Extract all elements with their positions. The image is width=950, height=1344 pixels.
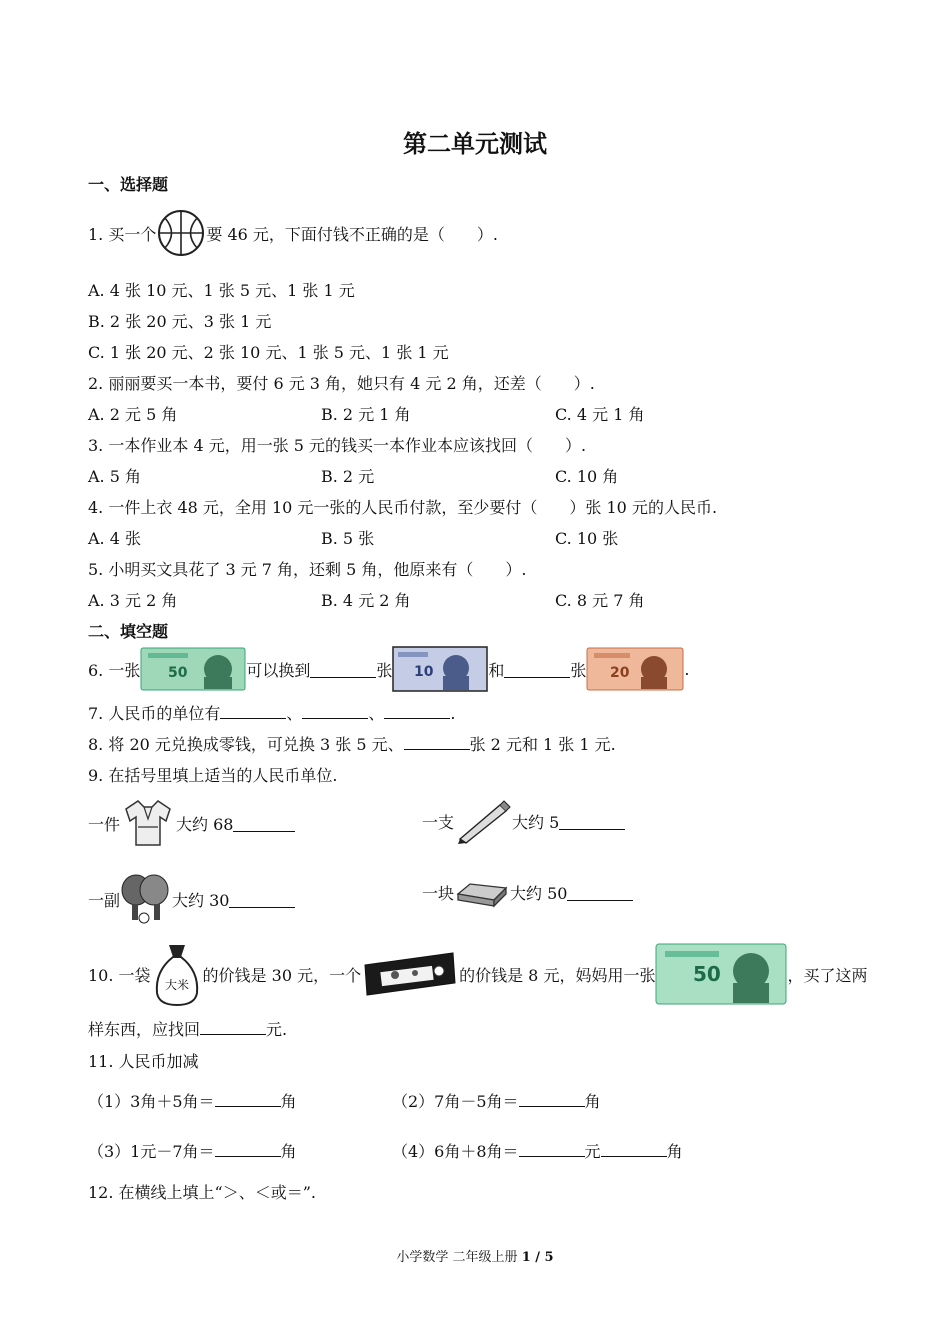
q2-option-a: A. 2 元 5 角 [88,405,178,424]
q11-item-4-post: 角 [666,1142,683,1161]
shirt-icon [120,797,176,849]
page-title: 第二单元测试 [403,130,547,158]
q9-item-4-post: 大约 50 [510,883,568,903]
banknote-20-icon [586,647,684,691]
q10-line2-suffix: 元. [266,1020,288,1039]
q9-blank-4[interactable] [567,884,633,901]
q10-blank[interactable] [200,1018,266,1035]
q9-blank-1[interactable] [233,815,295,832]
q4-option-b: B. 5 张 [321,529,375,548]
q1-suffix: 要 46 元，下面付钱不正确的是（ ）. [206,224,498,244]
question-1 [88,208,498,258]
q11-item-2-post: 角 [584,1092,601,1111]
eraser-icon [454,872,510,912]
question-7 [88,701,455,724]
q1-option-b: B. 2 张 20 元、3 张 1 元 [88,312,272,331]
q3-option-b: B. 2 元 [321,467,375,486]
q1-prefix: 1. 买一个 [88,224,157,244]
q10-text-2: 的价钱是 30 元，一个 [202,965,362,985]
q10-text-1: 10. 一袋 [88,965,151,985]
q6-text-4: 和 [488,660,505,680]
q4-option-c: C. 10 张 [555,529,619,548]
q9-item-paddles [88,872,295,926]
q11-item-4-pre: （4）6角＋8角＝ [392,1142,519,1161]
ping-pong-paddles-icon [120,872,172,926]
q11-item-3 [88,1139,297,1162]
question-5: 5. 小明买文具花了 3 元 7 角，还剩 5 角，他原来有（ ）. [88,560,527,579]
q7-end: . [450,704,456,723]
q11-blank-2[interactable] [519,1090,585,1107]
q11-blank-4b[interactable] [601,1140,667,1157]
q11-item-1 [88,1089,297,1112]
q11-item-4 [392,1139,683,1162]
q9-blank-3[interactable] [229,891,295,908]
q11-item-3-post: 角 [280,1142,297,1161]
q11-blank-1[interactable] [215,1090,281,1107]
q11-item-2-pre: （2）7角－5角＝ [392,1092,519,1111]
q7-blank-3[interactable] [384,702,450,719]
page-footer [0,1246,950,1265]
banknote-20-value: 20 [610,665,630,681]
q11-blank-4a[interactable] [519,1140,585,1157]
question-4: 4. 一件上衣 48 元，全用 10 元一张的人民币付款，至少要付（ ）张 10 元的人民币. [88,498,718,517]
q11-item-1-pre: （1）3角＋5角＝ [88,1092,215,1111]
q10-line2-prefix: 样东西，应找回 [88,1020,201,1039]
question-11: 11. 人民币加减 [88,1052,199,1071]
question-8 [88,732,616,755]
q11-item-3-pre: （3）1元－7角＝ [88,1142,215,1161]
q9-item-eraser [422,872,633,912]
q11-item-4-mid: 元 [584,1142,601,1161]
q11-blank-3[interactable] [215,1140,281,1157]
q5-option-b: B. 4 元 2 角 [321,591,411,610]
q7-blank-2[interactable] [302,702,368,719]
footer-text: 小学数学 二年级上册 [396,1250,522,1265]
q5-option-a: A. 3 元 2 角 [88,591,178,610]
q2-option-b: B. 2 元 1 角 [321,405,411,424]
q8-suffix: 张 2 元和 1 张 1 元. [469,735,616,754]
q9-item-2-pre: 一支 [422,812,455,832]
rice-bag-label: 大米 [164,978,189,992]
q7-sep-2: 、 [368,704,385,723]
q1-option-c: C. 1 张 20 元、2 张 10 元、1 张 5 元、1 张 1 元 [88,343,449,362]
q10-text-3: 的价钱是 8 元，妈妈用一张 [459,965,656,985]
question-2: 2. 丽丽要买一本书，要付 6 元 3 角，她只有 4 元 2 角，还差（ ）. [88,374,595,393]
q9-item-shirt [88,797,295,849]
q9-item-1-pre: 一件 [88,814,121,834]
q9-item-4-pre: 一块 [422,883,455,903]
q7-sep-1: 、 [286,704,303,723]
rice-bag-icon [151,941,203,1007]
q11-item-1-post: 角 [280,1092,297,1111]
section-choice: 一、选择题 [88,175,169,194]
q5-option-c: C. 8 元 7 角 [555,591,645,610]
q3-option-a: A. 5 角 [88,467,141,486]
q9-blank-2[interactable] [559,813,625,830]
banknote-50-large-icon [655,943,787,1005]
q1-option-a: A. 4 张 10 元、1 张 5 元、1 张 1 元 [88,281,355,300]
q8-blank[interactable] [404,733,470,750]
question-12: 12. 在横线上填上“＞、＜或＝”. [88,1183,316,1202]
banknote-50-large-value: 50 [693,962,722,986]
q2-option-c: C. 4 元 1 角 [555,405,645,424]
banknote-50-value: 50 [168,665,188,681]
question-9: 9. 在括号里填上适当的人民币单位. [88,766,338,785]
q7-text: 7. 人民币的单位有 [88,704,221,723]
question-3: 3. 一本作业本 4 元，用一张 5 元的钱买一本作业本应该找回（ ）. [88,436,587,455]
q9-item-3-post: 大约 30 [172,890,230,910]
q10-line-2 [88,1017,287,1040]
banknote-50-icon [140,647,246,691]
pencil-icon [454,797,512,845]
q6-text-6: . [684,659,690,679]
q9-item-1-post: 大约 68 [176,814,234,834]
q9-item-3-pre: 一副 [88,890,121,910]
q3-option-c: C. 10 角 [555,467,619,486]
basketball-icon [156,208,206,258]
q9-item-pencil [422,797,625,845]
q6-text-2: 可以换到 [246,660,311,680]
q10-text-4: ，买了这两 [787,965,868,985]
q6-text-1: 6. 一张 [88,660,141,680]
q6-blank-1[interactable] [310,661,376,678]
q6-text-5: 张 [570,660,587,680]
banknote-10-value: 10 [414,664,434,680]
pencil-case-icon [361,949,459,999]
q11-item-2 [392,1089,601,1112]
question-10 [88,941,867,1007]
q4-option-a: A. 4 张 [88,529,141,548]
banknote-10-icon [392,646,488,692]
q7-blank-1[interactable] [220,702,286,719]
q6-text-3: 张 [376,660,393,680]
q8-prefix: 8. 将 20 元兑换成零钱，可兑换 3 张 5 元、 [88,735,404,754]
section-fill: 二、填空题 [88,622,169,641]
page-number: 1 / 5 [521,1250,554,1265]
question-6 [88,646,690,692]
q6-blank-2[interactable] [504,661,570,678]
q9-item-2-post: 大约 5 [512,812,560,832]
